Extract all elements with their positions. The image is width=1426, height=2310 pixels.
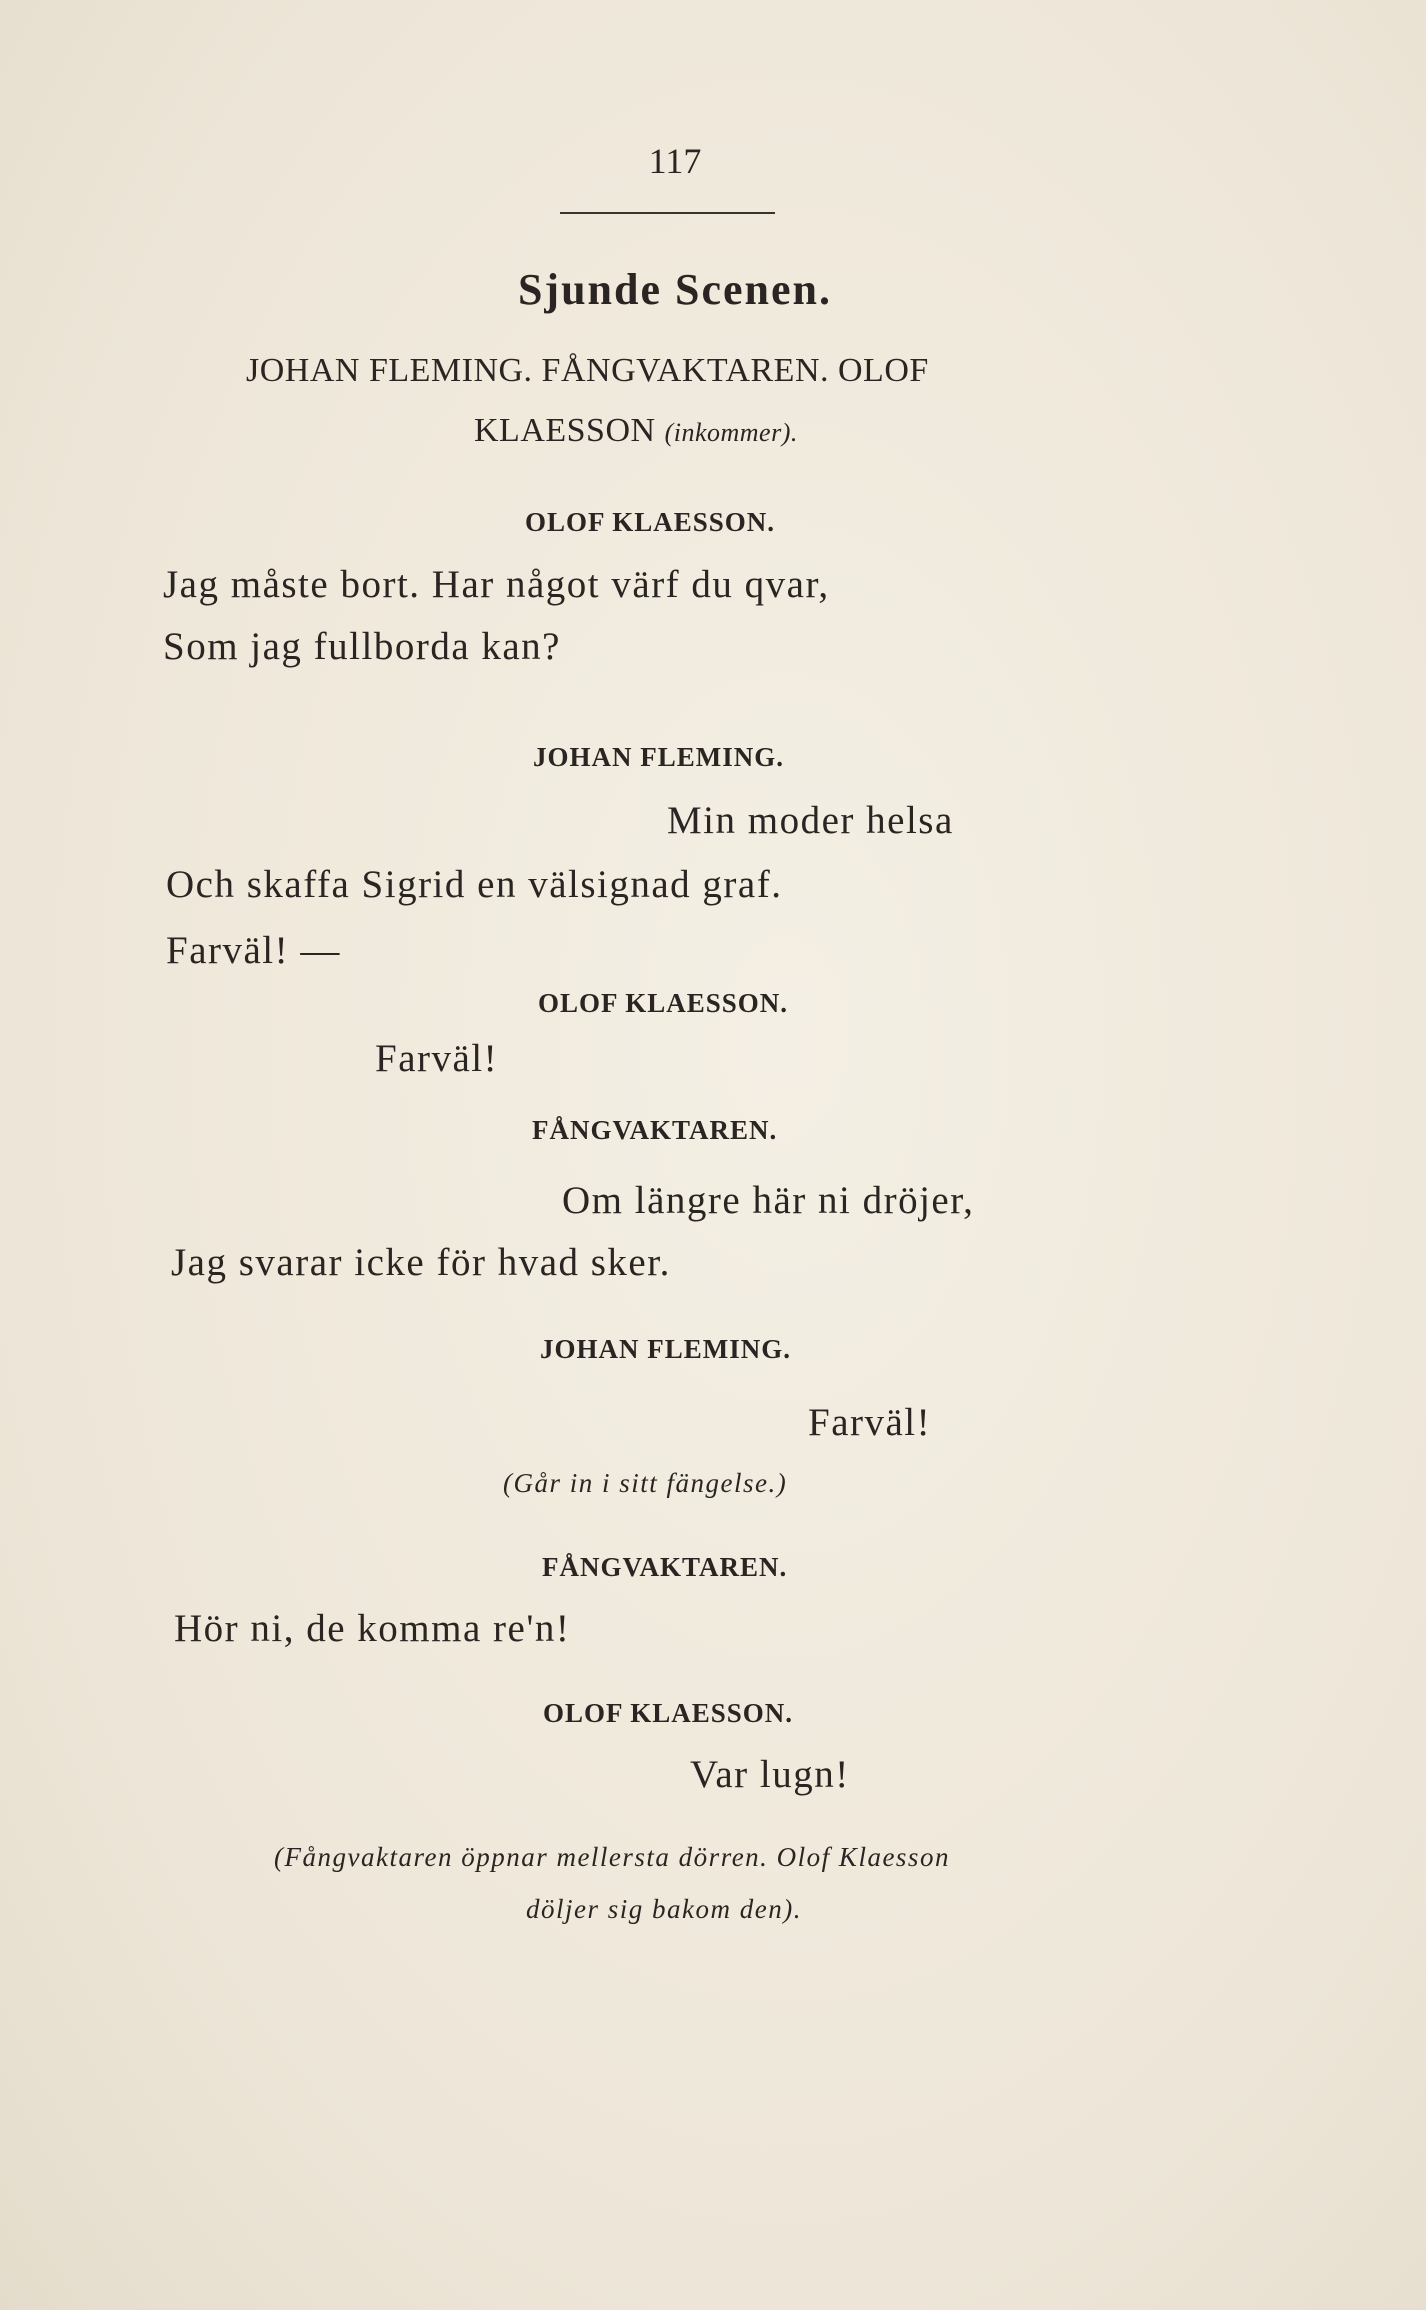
stage-direction: (Fångvaktaren öppnar mellersta dörren. Olof Klaesson (274, 1842, 950, 1872)
scene-title: Sjunde Scenen. (517, 265, 833, 314)
speaker-name: OLOF KLAESSON. (538, 988, 789, 1018)
verse-line: Var lugn! (690, 1753, 850, 1796)
speaker-name: JOHAN FLEMING. (533, 742, 785, 772)
header-rule (560, 212, 775, 214)
speaker-name: OLOF KLAESSON. (543, 1698, 794, 1728)
verse-line: Jag måste bort. Har något värf du qvar, (163, 563, 830, 606)
cast-stage-note: (inkommer). (664, 418, 798, 447)
speaker-name: FÅNGVAKTAREN. (532, 1115, 778, 1145)
verse-line: Farväl! — (166, 929, 341, 972)
verse-line: Min moder helsa (667, 799, 954, 842)
verse-line: Farväl! (808, 1401, 932, 1444)
verse-line: Och skaffa Sigrid en välsignad graf. (166, 863, 783, 906)
cast-name: KLAESSON (474, 412, 656, 449)
speaker-name: OLOF KLAESSON. (525, 507, 776, 537)
page-number: 117 (648, 141, 702, 181)
cast-list-line-1: JOHAN FLEMING. FÅNGVAKTAREN. OLOF (246, 352, 929, 389)
verse-line: Som jag fullborda kan? (163, 625, 561, 668)
speaker-name: JOHAN FLEMING. (540, 1334, 792, 1364)
stage-direction: (Går in i sitt fängelse.) (503, 1468, 788, 1498)
verse-line: Om längre här ni dröjer, (562, 1179, 975, 1222)
speaker-name: FÅNGVAKTAREN. (542, 1552, 788, 1582)
cast-list-line-2 (474, 412, 798, 450)
stage-direction: döljer sig bakom den). (526, 1894, 802, 1924)
verse-line: Farväl! (375, 1037, 499, 1080)
verse-line: Hör ni, de komma re'n! (174, 1607, 571, 1650)
verse-line: Jag svarar icke för hvad sker. (171, 1241, 671, 1284)
